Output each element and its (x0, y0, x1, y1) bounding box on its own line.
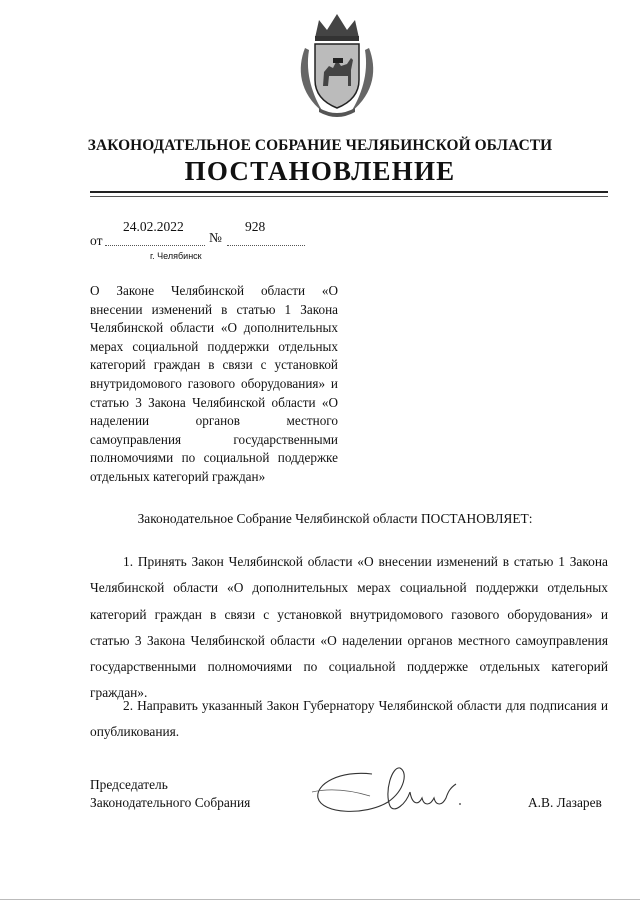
organization-title: ЗАКОНОДАТЕЛЬНОЕ СОБРАНИЕ ЧЕЛЯБИНСКОЙ ОБЛАСТИ (87, 137, 553, 154)
resolution-paragraph-2: 2. Направить указанный Закон Губернатору Челябинской области для подписания и опубликования. (90, 698, 608, 740)
date-underline (105, 245, 205, 246)
signer-title-line1: Председатель (90, 777, 168, 792)
number-underline (227, 245, 305, 246)
signature-icon (310, 762, 480, 822)
document-type-title: ПОСТАНОВЛЕНИЕ (184, 156, 456, 186)
page-bottom-edge (0, 899, 640, 900)
city-label: г. Челябинск (150, 251, 202, 261)
signer-title-line2: Законодательного Собрания (90, 795, 251, 810)
document-subject: О Законе Челябинской области «О внесении изменений в статью 1 Закона Челябинской области «О дополнительных мерах социальной поддержки отдельных категорий граждан в связи с установкой внутридомового газового оборудования» и статью 3 Закона Челябинской области «О наделении органов местного самоуправления государственными полномочиями по социальной поддержке отдельных категорий граждан» (90, 283, 338, 484)
number-sign-label: № (209, 230, 222, 245)
header-divider (90, 191, 608, 193)
document-date: 24.02.2022 (123, 219, 184, 234)
document-number: 928 (245, 219, 266, 234)
resolution-statement: Законодательное Собрание Челябинской области ПОСТАНОВЛЯЕТ: (137, 511, 533, 526)
resolution-paragraph-1: 1. Принять Закон Челябинской области «О внесении изменений в статью 1 Закона Челябинской области «О дополнительных мерах социальной поддержки отдельных категорий граждан в связи с установкой внутридомового газового оборудования» и статью 3 Закона Челябинской области «О наделении органов местного самоуправления государственными полномочиями по социальной поддержке отдельных категорий граждан». (90, 554, 608, 701)
signer-name: А.В. Лазарев (528, 795, 602, 810)
header-divider-thin (90, 196, 608, 197)
coat-of-arms-icon (293, 8, 381, 120)
date-prefix-label: от (90, 233, 103, 248)
